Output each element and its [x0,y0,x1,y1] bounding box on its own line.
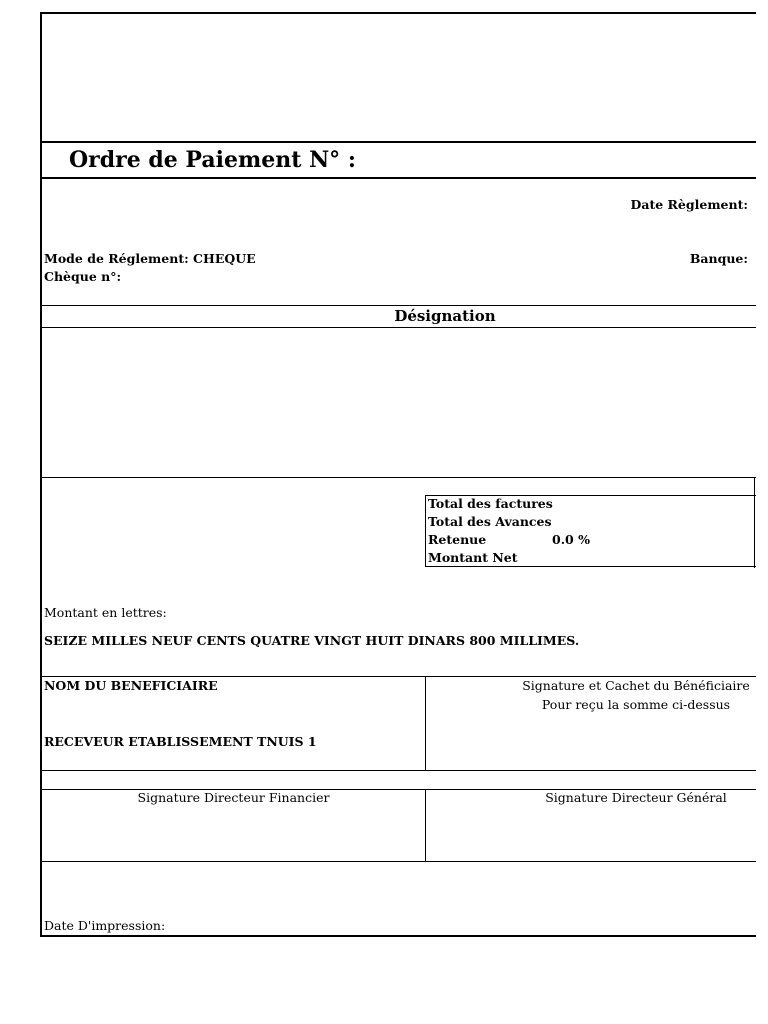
amount-words-value: SEIZE MILLES NEUF CENTS QUATRE VINGT HUIT DINARS 800 MILLIMES. [44,633,580,648]
frame-top-border [40,12,756,14]
signatures-bottom-line [40,861,756,862]
beneficiary-bottom-line [40,770,756,771]
cheque-label: Chèque n°: [44,269,122,284]
designation-bottom-line [40,327,756,328]
totals-area-top-line [40,477,756,478]
print-date-label: Date D'impression: [44,918,166,933]
beneficiary-signature-area [426,676,756,770]
total-factures-label: Total des factures [428,496,553,511]
date-reglement-label: Date Règlement: [630,197,748,212]
signature-directeur-financier: Signature Directeur Financier [137,790,330,805]
designation-heading: Désignation [394,307,496,325]
beneficiary-signature-label: Signature et Cachet du Bénéficiaire [522,678,750,693]
title-separator [40,177,756,179]
header-separator [40,141,756,143]
beneficiary-receipt-label: Pour reçu la somme ci-dessus [541,697,731,712]
mode-reglement: Mode de Réglement: CHEQUE [44,251,256,266]
signature-directeur-general: Signature Directeur Général [545,790,727,805]
page-title: Ordre de Paiement N° : [69,147,356,173]
designation-top-line [40,305,756,306]
retenue-label: Retenue [428,532,487,547]
beneficiary-name: RECEVEUR ETABLISSEMENT TNUIS 1 [44,734,317,749]
total-avances-label: Total des Avances [428,514,552,529]
banque-label: Banque: [689,251,748,266]
montant-net-label: Montant Net [428,550,518,565]
beneficiary-heading: NOM DU BENEFICIAIRE [44,678,218,693]
amount-words-label: Montant en lettres: [44,605,167,620]
retenue-value: 0.0 % [552,532,590,547]
frame-bottom-border [40,935,756,937]
totals-box-right-edge [754,495,755,568]
